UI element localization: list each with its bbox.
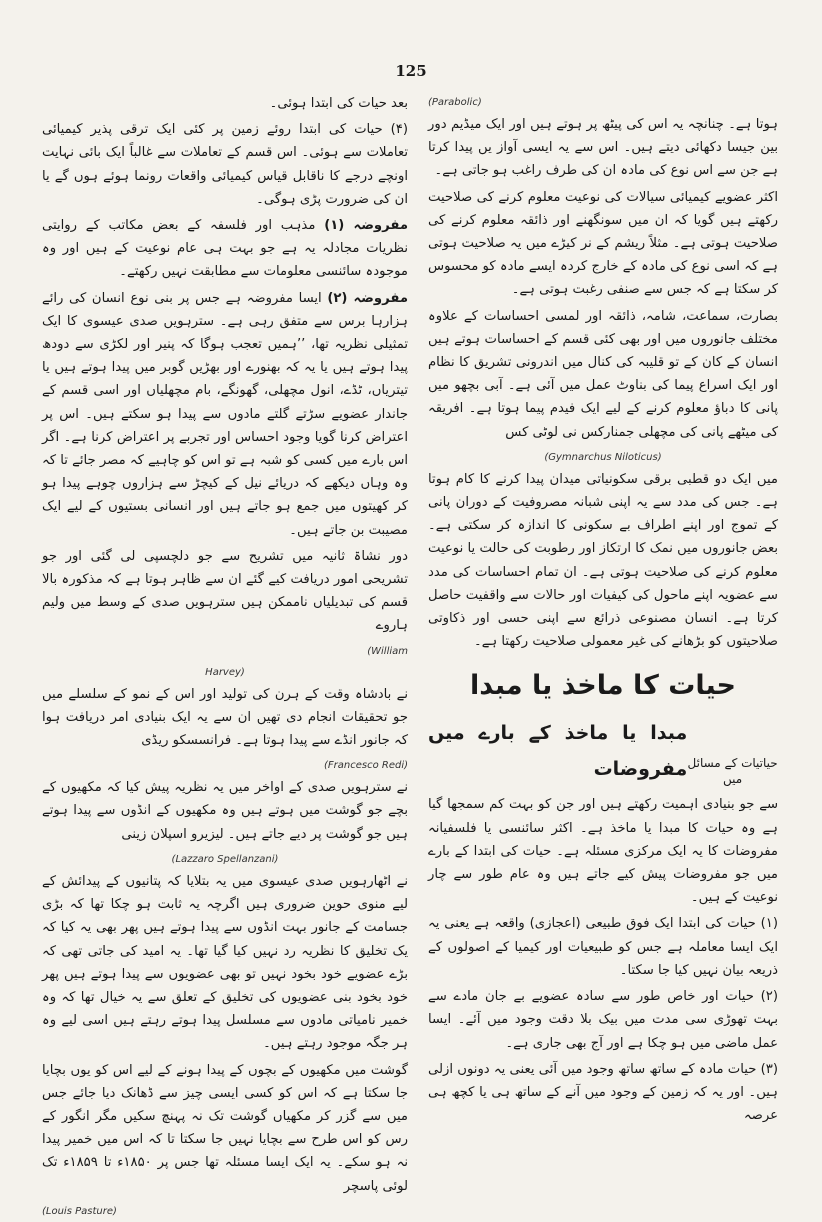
hypothesis-label: مفروضہ (۱) bbox=[324, 218, 408, 234]
paragraph: گوشت میں مکھیوں کے بچوں کے پیدا ہونے کے لیے اس کو یوں بچایا جا سکتا ہے کہ اس کو کسی ایسی چیز سے ڈھانک دیا جائے جس میں سے گزر کر مکھیاں گوشت تک نہ پہنچ سکیں مگر انگور کے رس کو اس طرح سے بچایا نہیں جا سکتا تا کہ اس میں خمیر پیدا نہ ہو سکے۔ یہ ایک ایسا مسئلہ تھا جس پر ۱۸۵۰ء تا ۱۸۵۹ء تک لوئی پاسچر bbox=[42, 1062, 409, 1194]
latin-term-william: (William bbox=[367, 645, 408, 657]
paragraph: نے بادشاہ وقت کے ہرن کی تولید اور اس کے نمو کے سلسلے میں جو تحقیقات انجام دی تھیں ان سے یہ ایک بنیادی امر دریافت ہوا کہ جانور انڈے سے پیدا ہوتا ہے۔ فرانسسکو ریڈی bbox=[42, 686, 408, 749]
latin-term-parabolic: (Parabolic) bbox=[428, 97, 482, 108]
paragraph: نے اٹھارہویں صدی عیسوی میں یہ بتلایا کہ پتانیوں کے پیدائش کے لیے منوی حوین ضروری ہیں اگرچہ یہ ثابت ہو چکا تھا کہ بڑی جسامت کے جانور بہت انڈوں سے پیدا ہوتے ہیں پھر بھی یہ کیا کہ یک تخلیق کا نظریہ رد نہیں کیا گیا تھا۔ یہ امید کی جاتی تھی کہ بڑے عضویے خود بخود نہیں تو بھی عضویوں سے پیدا ہوتے ہیں پھر خود بخود بنی عضویوں کی تخلیق کے تعلق سے یہ خیال تھا کہ وہ خمیر نامیاتی مادوں سے مسلسل پیدا ہوتے رہتے ہیں اسی لیے وہ ہر جگہ موجود رہتے ہیں۔ bbox=[42, 873, 408, 1052]
paragraph: (۴) حیات کی ابتدا روئے زمین پر کئی ایک ترقی پذیر کیمیائی تعاملات سے ہوئی۔ اس قسم کے تعاملات سے غالباً ایک بائی نہایت اونچے درجے کا ناقابل قیاس کیمیائی واقعات رونما ہوئے ہوں گے یا ان کی ضرورت پڑی ہوگی۔ bbox=[42, 122, 408, 207]
paragraph: (۱) حیات کی ابتدا ایک فوق طبیعی (اعجازی) واقعہ ہے یعنی یہ ایک ایسا معاملہ ہے جس کو طبیعیات اور کیمیا کے اصولوں کے ذریعہ بیان نہیں کیا جا سکتا۔ bbox=[428, 916, 778, 978]
paragraph: بعد حیات کی ابتدا ہوئی۔ bbox=[269, 96, 408, 111]
hypothesis-label: مفروضہ (۲) bbox=[327, 290, 408, 306]
latin-term-harvey: Harvey) bbox=[205, 666, 245, 678]
page-number: 125 bbox=[395, 62, 427, 80]
paragraph: ہوتا ہے۔ چنانچہ یہ اس کی پیٹھ پر ہوتے ہیں اور ایک میڈیم دور بین جیسا دکھائی دیتے ہیں۔ اس سے یہ ایسی آواز یں پیدا کرتا ہے جن سے اس نوع کی مادہ ان کی طرف راغب ہو جاتی ہے۔ bbox=[428, 117, 778, 179]
paragraph: نے سترہویں صدی کے اواخر میں یہ نظریہ پیش کیا کہ مکھیوں کے بچے جو گوشت میں ہوتے ہیں وہ مکھیوں کے انڈوں سے پیدا ہوتے ہیں جو گوشت پر دیے جاتے ہیں۔ لیزیرو اسپلان زینی bbox=[42, 780, 408, 842]
paragraph: دور نشاۃ ثانیہ میں تشریح سے جو دلچسپی لی گئی اور جو تشریحی امور دریافت کیے گئے ان سے ظاہر ہوتا ہے کہ مذکورہ بالا قسم کی تبدیلیاں ناممکن ہیں سترہویں صدی کے وسط میں ولیم ہاروے bbox=[42, 548, 408, 634]
latin-term-gymnarchus: (Gymnarchus Niloticus) bbox=[544, 451, 662, 463]
latin-term-redi: (Francesco Redi) bbox=[323, 760, 408, 772]
section-title: حیات کا ماخذ یا مبدا bbox=[470, 670, 736, 702]
subsection-side-note: حیاتیات کے مسائل میں bbox=[687, 756, 778, 787]
paragraph: مفروضہ (۲) ایسا مفروضہ ہے جس پر بنی نوع انسان کی رائے ہزارہا برس سے متفق رہی ہے۔ سترہویں صدی عیسوی کا ایک تمثیلی نظریہ تھا، ’’ہمیں تعجب ہوگا کہ پنیر اور لکڑی سے دودھ پیدا ہوتے ہیں یا یہ کہ بھنورے اور بھڑیں گوبر میں پیدا ہوتے ہیں یا تیتریاں، ٹڈے، انول مچھلی، گھونگے، بام مچھلیاں اور اسی قسم کے جاندار عضویے سڑتے گلتے مادوں سے پیدا ہو سکتے ہیں۔ اس پر اعتراض کرنا گویا وجود احساس اور تجربے پر اعتراض کرنا ہے۔ اگر اس بارے میں کسی کو شبہ ہے تو اس کو چاہیے کہ مصر جائے تا کہ وہ وہاں دیکھے کہ دریائے نیل کے کیچڑ سے ہزاروں چوہے پیدا ہو کر کھیتوں میں جمع ہو جاتے ہیں اور انسانی بستیوں کے لیے ایک مصیبت بن جاتے ہیں۔ bbox=[42, 290, 408, 538]
paragraph: (۳) حیات مادہ کے ساتھ ساتھ وجود میں آئی یعنی یہ دونوں ازلی ہیں۔ اور یہ کہ زمین کے وجود میں آنے کے ساتھ ہی یا کچھ ہی عرصہ bbox=[428, 1061, 778, 1124]
subsection-heading bbox=[428, 715, 778, 787]
latin-term-pasteur: (Louis Pasture) bbox=[42, 1205, 117, 1217]
latin-term-spallanzani: (Lazzaro Spellanzani) bbox=[171, 853, 279, 865]
paragraph: اکثر عضویے کیمیائی سیالات کی نوعیت معلوم کرنے کی صلاحیت رکھتے ہیں گویا کہ ان میں سونگھنے اور ذائقہ معلوم کرنے کی صلاحیت ہوتی ہے۔ مثلاً ریشم کے نر کیڑے میں یہ صلاحیت ہوتی ہے کہ اسی نوع کی مادہ کے خارج کردہ ایسے مادہ کو محسوس کر سکتا ہے کہ جس سے صنفی رغبت ہوتی ہے۔ bbox=[428, 189, 778, 298]
paragraph: میں ایک دو قطبی برقی سکونیاتی میدان پیدا کرنے کا کام ہوتا ہے۔ جس کی مدد سے یہ اپنی شبانہ مصروفیت کے دوران پانی کے تموج اور اپنے اطراف بے سکونی کا اندازہ کر سکتی ہے۔ بعض جانوروں میں نمک کا ارتکاز اور رطوبت کی حالت یا نوعیت معلوم کرنے کی صلاحیت ہوتی ہے۔ ان تمام احساسات کی مدد سے عضویہ اپنے ماحول کی کیفیات اور حالات سے واقفیت حاصل کرتا ہے۔ انسان مصنوعی ذرائع سے اپنی حسی اور ذکاوتی صلاحیتوں کو بڑھانے کی غیر معمولی صلاحیت رکھتا ہے۔ bbox=[428, 471, 778, 650]
left-column bbox=[42, 92, 409, 1217]
paragraph: مفروضہ (۱) مذہب اور فلسفہ کے بعض مکاتب کے روایتی نظریات مجادلہ یہ ہے جو بہت ہی عام نوعیت کے ہیں اور وہ موجودہ سائنسی معلومات سے مطابقت نہیں رکھتے۔ bbox=[42, 218, 408, 280]
right-column bbox=[428, 92, 778, 1124]
paragraph: (۲) حیات اور خاص طور سے سادہ عضویے بے جان مادے سے بہت تھوڑی سی مدت میں بیک بلا دقت وجود میں آئے۔ ایسا عمل ماضی میں ہو چکا ہے اور آج بھی جاری ہے۔ bbox=[428, 989, 778, 1051]
subsection-title: مبدا یا ماخذ کے بارے میں مفروضات bbox=[428, 722, 688, 781]
paragraph: سے جو بنیادی اہمیت رکھتے ہیں اور جن کو بہت کم سمجھا گیا ہے وہ حیات کا مبدا یا ماخذ ہے۔ اکثر سائنسی یا فلسفیانہ مفروضات کا یہ ایک مرکزی مسئلہ ہے۔ حیات کی ابتدا کے بارے میں جو مفروضات پیش کیے جاتے ہیں وہ عام طور سے چار نوعیت کے ہیں۔ bbox=[428, 797, 778, 906]
paragraph: بصارت، سماعت، شامہ، ذائقہ اور لمسی احساسات کے علاوہ مختلف جانوروں میں اور بھی کئی قسم کے احساسات ہوتے ہیں انسان کے کان کے تو قلیبہ کی کنال میں اندرونی تشریق کا نظام اور ایک اسراع پیما کی بناوٹ عمل میں آئی ہے۔ آبی بچھو میں پانی کا دباؤ معلوم کرنے کے لیے ایک فیدم پیما ہوتا ہے۔ افریقہ کی میٹھے پانی کی مچھلی جمنارکس نی لوٹی کس bbox=[428, 308, 778, 440]
